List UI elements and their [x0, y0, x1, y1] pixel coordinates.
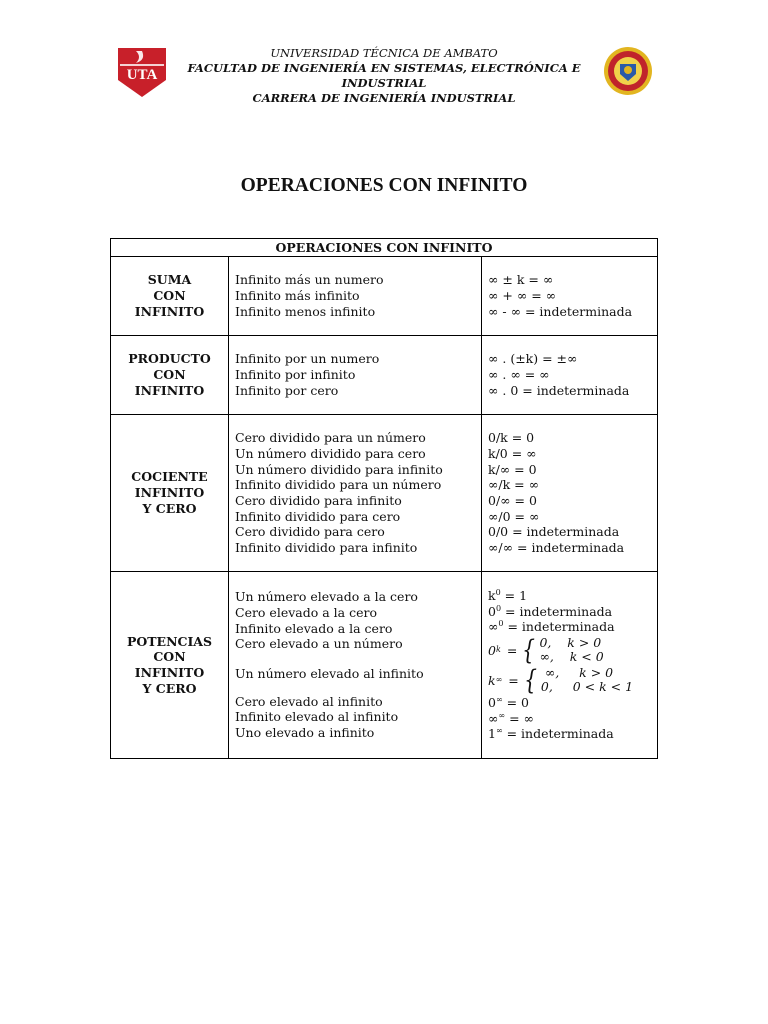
faculty-seal-logo [603, 46, 653, 96]
table-row-potencias [111, 572, 658, 759]
description-line: Un número elevado al infinito [235, 666, 424, 681]
description-line: Infinito más un numero [235, 272, 384, 288]
category-label: INFINITO [134, 485, 205, 501]
result-line: $k^0 = 1$ [488, 587, 528, 603]
result-line: k/0 = ∞ [488, 445, 537, 461]
result-cell [482, 336, 658, 415]
description-line: Cero elevado al infinito [235, 693, 383, 709]
piecewise-infinite-power: k ∞ = { ∞, k > 0 0, 0 < k < 1 [488, 664, 634, 696]
table-row-cociente [111, 415, 658, 572]
result-line: ∞$^0$ = indeterminada [488, 619, 615, 635]
description-line: Un número dividido para cero [235, 445, 426, 461]
university-header [160, 46, 608, 106]
category-label: Y CERO [142, 680, 197, 696]
table-header: OPERACIONES CON INFINITO [111, 239, 658, 257]
description-line: Infinito elevado a la cero [235, 620, 393, 636]
category-label: INFINITO [134, 665, 205, 680]
result-line: $0^0$ = indeterminada [488, 603, 613, 619]
result-line: 0/∞ = 0 [488, 493, 537, 508]
description-line: Infinito menos infinito [235, 303, 376, 319]
category-label: CON [153, 288, 186, 304]
result-line: ∞/k = ∞ [488, 477, 540, 493]
description-line: Infinito dividido para infinito [235, 540, 418, 556]
description-line: Cero dividido para cero [235, 524, 385, 540]
result-line: ∞ . 0 = indeterminada [488, 382, 630, 398]
result-line: ∞ . (±k) = ±∞ [488, 351, 578, 367]
result-line: ∞/0 = ∞ [488, 508, 540, 524]
description-cell [229, 336, 482, 415]
result-line: 0/k = 0 [488, 430, 535, 446]
result-line: ∞ - ∞ = indeterminada [488, 303, 633, 319]
description-cell [229, 572, 482, 759]
category-label: Y CERO [142, 500, 197, 516]
uta-logo-text: UTA [126, 67, 158, 83]
result-line: ∞ + ∞ = ∞ [488, 288, 557, 304]
category-label: PRODUCTO [128, 351, 211, 367]
description-line: Cero dividido para un número [235, 430, 426, 446]
category-label: POTENCIAS [126, 633, 213, 649]
description-cell [229, 257, 482, 336]
description-line: Infinito por infinito [235, 367, 356, 383]
result-line: k/∞ = 0 [488, 461, 537, 477]
description-line: Infinito dividido para un número [235, 477, 442, 493]
category-potencias [111, 572, 229, 759]
description-line: Cero dividido para infinito [235, 493, 402, 508]
category-label: INFINITO [134, 382, 205, 398]
brace-icon: { [523, 664, 537, 696]
category-producto [111, 336, 229, 415]
description-line: Un número elevado a la cero [235, 589, 418, 605]
category-label: COCIENTE [131, 469, 208, 485]
result-cell [482, 415, 658, 572]
description-line: Uno elevado a infinito [235, 725, 375, 741]
description-line: Un número dividido para infinito [235, 461, 443, 477]
result-line: 1∞ = indeterminada [488, 726, 614, 742]
result-line: ∞/∞ = indeterminada [488, 540, 625, 556]
table-row-suma [111, 257, 658, 336]
category-cociente [111, 415, 229, 572]
faculty-name: FACULTAD DE INGENIERÍA EN SISTEMAS, ELECTRÓNICA E INDUSTRIAL [187, 61, 581, 90]
result-line: ∞ ± k = ∞ [488, 272, 554, 288]
result-line: ∞ . ∞ = ∞ [488, 367, 550, 383]
description-cell [229, 415, 482, 572]
category-suma [111, 257, 229, 336]
result-line: 0/0 = indeterminada [488, 524, 620, 540]
description-line: Cero elevado a la cero [235, 604, 377, 620]
description-line: Infinito más infinito [235, 288, 360, 304]
category-label: INFINITO [134, 303, 205, 319]
page-title: OPERACIONES CON INFINITO [240, 175, 528, 196]
category-label: CON [153, 367, 186, 383]
category-label: SUMA [147, 272, 192, 288]
description-line: Cero elevado a un número [235, 636, 403, 652]
description-line: Infinito elevado al infinito [235, 709, 399, 725]
result-cell [482, 257, 658, 336]
operations-table [110, 238, 658, 759]
description-line: Infinito por cero [235, 382, 339, 398]
category-label: CON [153, 649, 186, 665]
description-line: Infinito dividido para cero [235, 508, 401, 524]
university-name: UNIVERSIDAD TÉCNICA DE AMBATO [270, 46, 498, 60]
table-header-row [111, 239, 658, 257]
table-row-producto [111, 336, 658, 415]
result-line: 0∞ = 0 [488, 695, 529, 710]
description-line: Infinito por un numero [235, 351, 380, 367]
career-name: CARRERA DE INGENIERÍA INDUSTRIAL [252, 91, 516, 105]
result-line: ∞∞ = ∞ [488, 710, 534, 726]
result-cell [482, 572, 658, 759]
piecewise-zero-power: 0 k = { 0, k > 0 ∞, k < 0 [488, 634, 604, 666]
brace-icon: { [522, 634, 536, 666]
